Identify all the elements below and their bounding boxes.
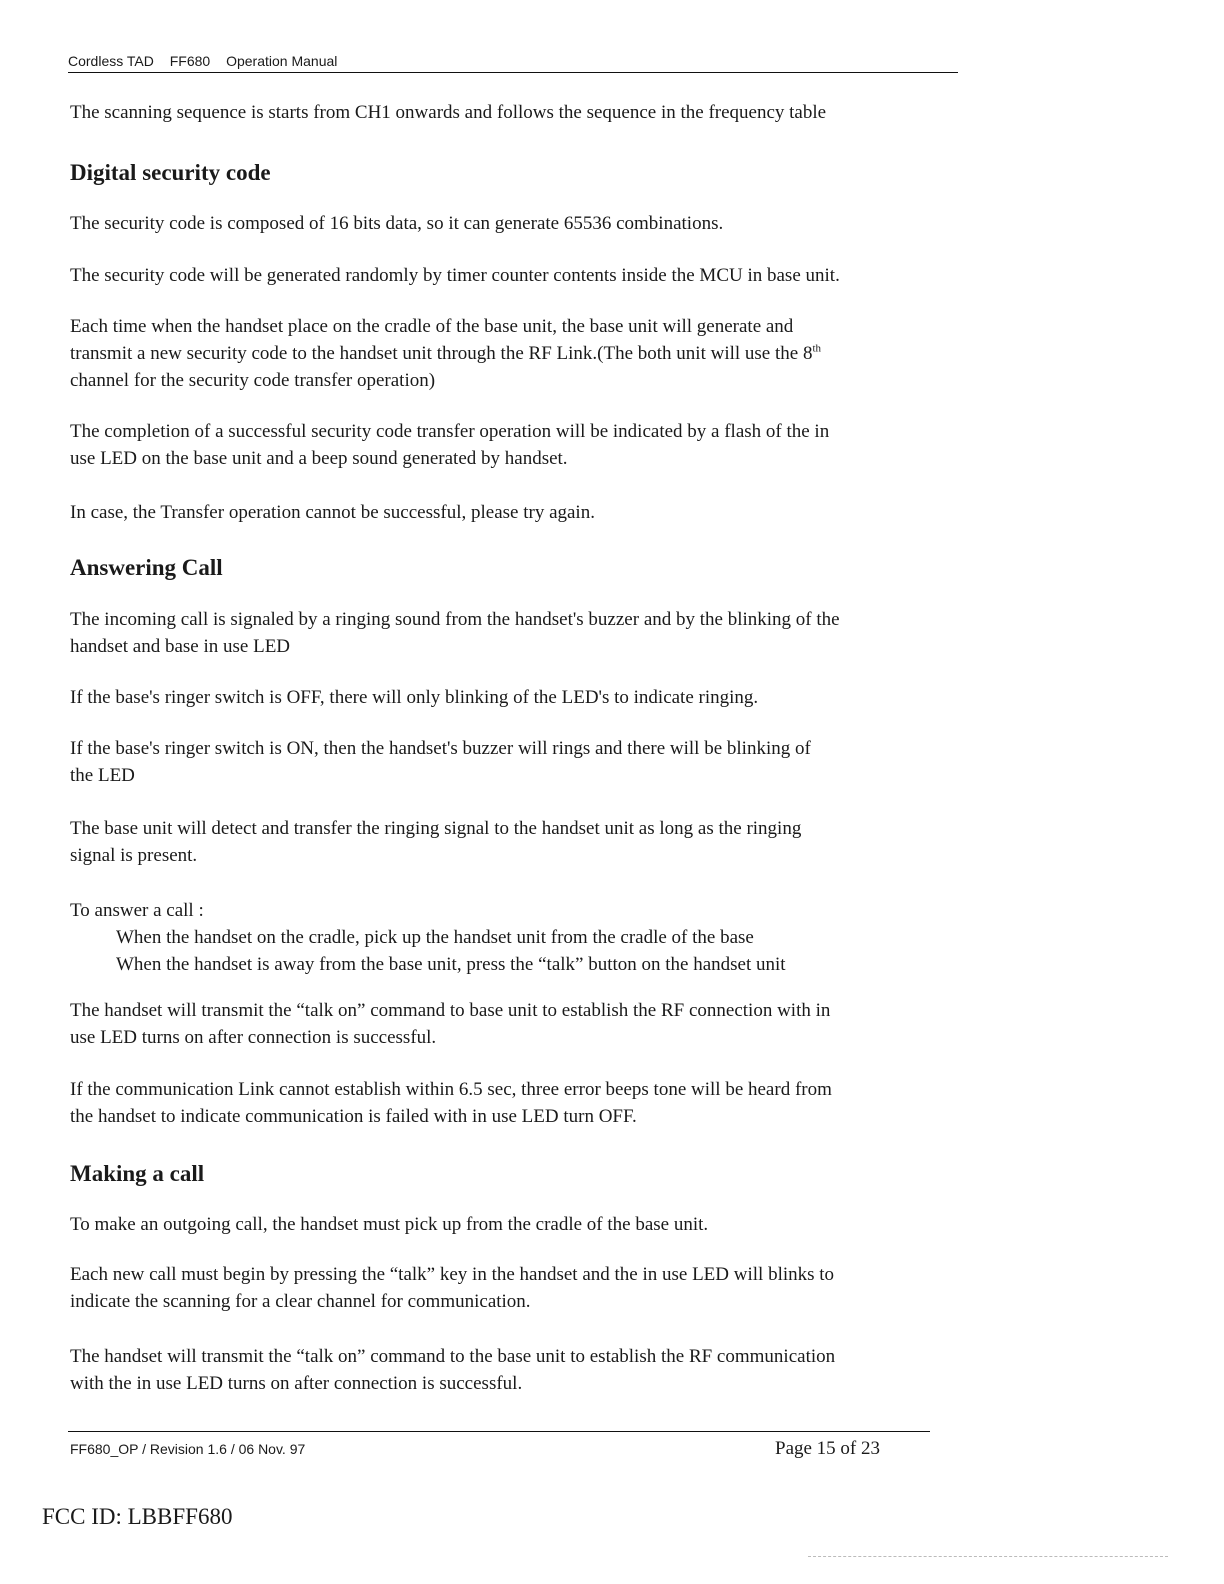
text-span: transmit a new security code to the handset unit through the RF Link.(The both unit will use the 8 [70, 343, 813, 364]
text-line: The handset will transmit the “talk on” command to base unit to establish the RF connection with in [70, 1000, 831, 1021]
text-line: If the communication Link cannot establish within 6.5 sec, three error beeps tone will be heard from [70, 1079, 832, 1100]
transfer-retry-paragraph: In case, the Transfer operation cannot be successful, please try again. [70, 502, 595, 523]
header-product: Cordless TAD [68, 53, 154, 69]
text-line: The handset will transmit the “talk on” command to the base unit to establish the RF communication [70, 1346, 836, 1367]
section-heading-answering-call: Answering Call [70, 555, 223, 580]
security-transfer-paragraph [70, 313, 960, 394]
text-line: use LED turns on after connection is successful. [70, 1027, 437, 1048]
link-failure-paragraph [70, 1076, 960, 1130]
answer-step: When the handset on the cradle, pick up the handset unit from the cradle of the base [116, 927, 754, 948]
ordinal-suffix: th [812, 342, 822, 355]
text-line: signal is present. [70, 845, 198, 866]
fcc-id-label: FCC ID: LBBFF680 [42, 1504, 233, 1529]
text-line: To answer a call : [70, 900, 204, 921]
footer-rule [68, 1431, 930, 1432]
text-line: handset and base in use LED [70, 636, 291, 657]
talk-on-command-paragraph [70, 1343, 960, 1397]
transfer-completion-paragraph [70, 418, 960, 472]
ringer-off-paragraph: If the base's ringer switch is OFF, there will only blinking of the LED's to indicate ringing. [70, 687, 759, 708]
text-line: The completion of a successful security code transfer operation will be indicated by a flash of the in [70, 421, 830, 442]
new-call-paragraph [70, 1261, 960, 1315]
text-line: Each new call must begin by pressing the “talk” key in the handset and the in use LED will blinks to [70, 1264, 835, 1285]
running-header [68, 52, 958, 73]
scan-artifact-line [808, 1556, 1168, 1557]
page-number: Page 15 of 23 [775, 1438, 881, 1459]
text-line: the handset to indicate communication is failed with in use LED turn OFF. [70, 1106, 637, 1127]
answer-step: When the handset is away from the base unit, press the “talk” button on the handset unit [116, 954, 786, 975]
header-doc-type: Operation Manual [226, 53, 338, 69]
text-line: with the in use LED turns on after connection is successful. [70, 1373, 523, 1394]
text-line: If the base's ringer switch is ON, then the handset's buzzer will rings and there will be blinking of [70, 738, 811, 759]
text-line: indicate the scanning for a clear channel for communication. [70, 1291, 531, 1312]
security-bits-paragraph: The security code is composed of 16 bits data, so it can generate 65536 combinations. [70, 213, 724, 234]
footer-revision: FF680_OP / Revision 1.6 / 06 Nov. 97 [70, 1441, 306, 1457]
text-line: The base unit will detect and transfer the ringing signal to the handset unit as long as the ringing [70, 818, 802, 839]
text-line [70, 340, 960, 367]
text-line: channel for the security code transfer operation) [70, 370, 436, 391]
text-line: use LED on the base unit and a beep sound generated by handset. [70, 448, 568, 469]
outgoing-call-paragraph: To make an outgoing call, the handset must pick up from the cradle of the base unit. [70, 1214, 709, 1235]
text-line: The incoming call is signaled by a ringing sound from the handset's buzzer and by the blinking of the [70, 609, 840, 630]
text-line: the LED [70, 765, 135, 786]
talk-on-paragraph [70, 997, 960, 1051]
security-random-paragraph: The security code will be generated randomly by timer counter contents inside the MCU in base unit. [70, 265, 840, 286]
text-line: Each time when the handset place on the cradle of the base unit, the base unit will generate and [70, 316, 794, 337]
header-model: FF680 [169, 53, 211, 69]
ringing-signal-paragraph [70, 815, 960, 869]
ringer-on-paragraph [70, 735, 960, 789]
scanning-sequence-paragraph: The scanning sequence is starts from CH1 onwards and follows the sequence in the frequency table [70, 102, 827, 123]
section-heading-making-call: Making a call [70, 1161, 205, 1186]
answer-call-instructions [70, 897, 960, 978]
incoming-call-paragraph [70, 606, 960, 660]
section-heading-digital-security: Digital security code [70, 160, 271, 185]
